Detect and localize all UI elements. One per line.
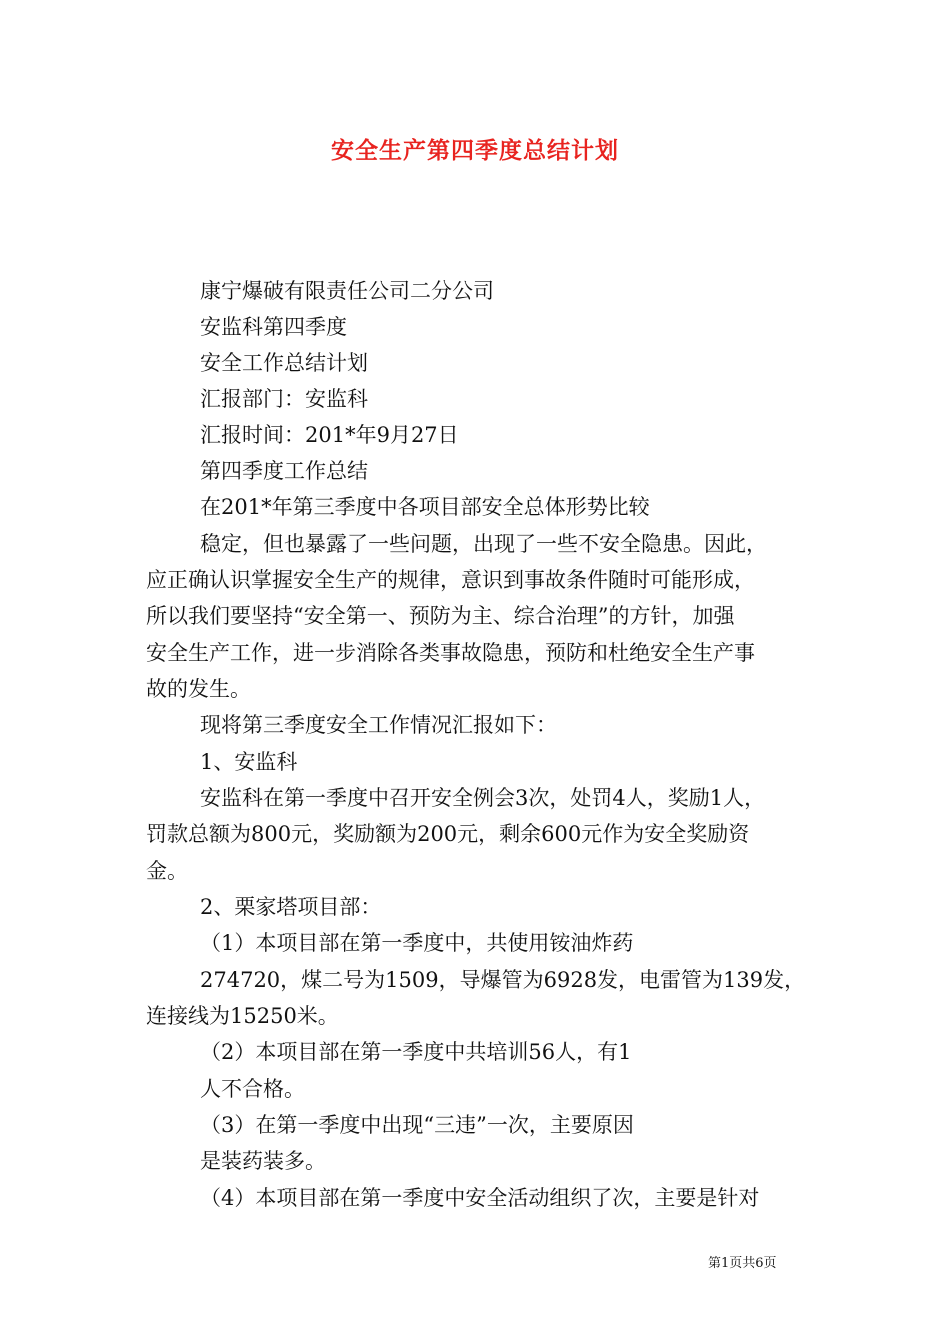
body-line: 金。 xyxy=(146,859,188,883)
body-line: 故的发生。 xyxy=(146,677,251,701)
body-line: 安监科第四季度 xyxy=(200,315,347,339)
body-line: 所以我们要坚持“安全第一、预防为主、综合治理”的方针，加强 xyxy=(146,604,735,628)
body-line: 罚款总额为800元，奖励额为200元，剩余600元作为安全奖励资 xyxy=(146,822,750,846)
body-line: 安监科在第一季度中召开安全例会3次，处罚4人，奖励1人， xyxy=(200,786,766,810)
body-line: （4）本项目部在第一季度中安全活动组织了次，主要是针对 xyxy=(200,1186,760,1210)
body-line: 安全工作总结计划 xyxy=(200,351,368,375)
body-line: 2、栗家塔项目部： xyxy=(200,895,382,919)
body-line: 应正确认识掌握安全生产的规律，意识到事故条件随时可能形成， xyxy=(146,568,755,592)
body-line: 汇报部门：安监科 xyxy=(200,387,368,411)
body-line: 人不合格。 xyxy=(200,1077,305,1101)
body-line: 第四季度工作总结 xyxy=(200,459,368,483)
body-line: 274720，煤二号为1509，导爆管为6928发，电雷管为139发， xyxy=(200,968,806,992)
body-line: （2）本项目部在第一季度中共培训56人，有1 xyxy=(200,1040,632,1064)
body-line: 是装药装多。 xyxy=(200,1149,326,1173)
body-line: 稳定，但也暴露了一些问题，出现了一些不安全隐患。因此， xyxy=(200,532,767,556)
document-title: 安全生产第四季度总结计划 xyxy=(331,137,619,164)
body-line: 1、安监科 xyxy=(200,750,298,774)
page-number: 第1页共6页 xyxy=(708,1256,777,1271)
body-line: （3）在第一季度中出现“三违”一次，主要原因 xyxy=(200,1113,634,1137)
body-line: 现将第三季度安全工作情况汇报如下： xyxy=(200,713,557,737)
body-line: 康宁爆破有限责任公司二分公司 xyxy=(200,279,494,303)
body-line: 汇报时间：201*年9月27日 xyxy=(200,423,459,447)
body-line: 连接线为15250米。 xyxy=(146,1004,339,1028)
body-line: 安全生产工作，进一步消除各类事故隐患，预防和杜绝安全生产事 xyxy=(146,641,755,665)
body-line: 在201*年第三季度中各项目部安全总体形势比较 xyxy=(200,495,650,519)
body-line: （1）本项目部在第一季度中，共使用铵油炸药 xyxy=(200,931,634,955)
